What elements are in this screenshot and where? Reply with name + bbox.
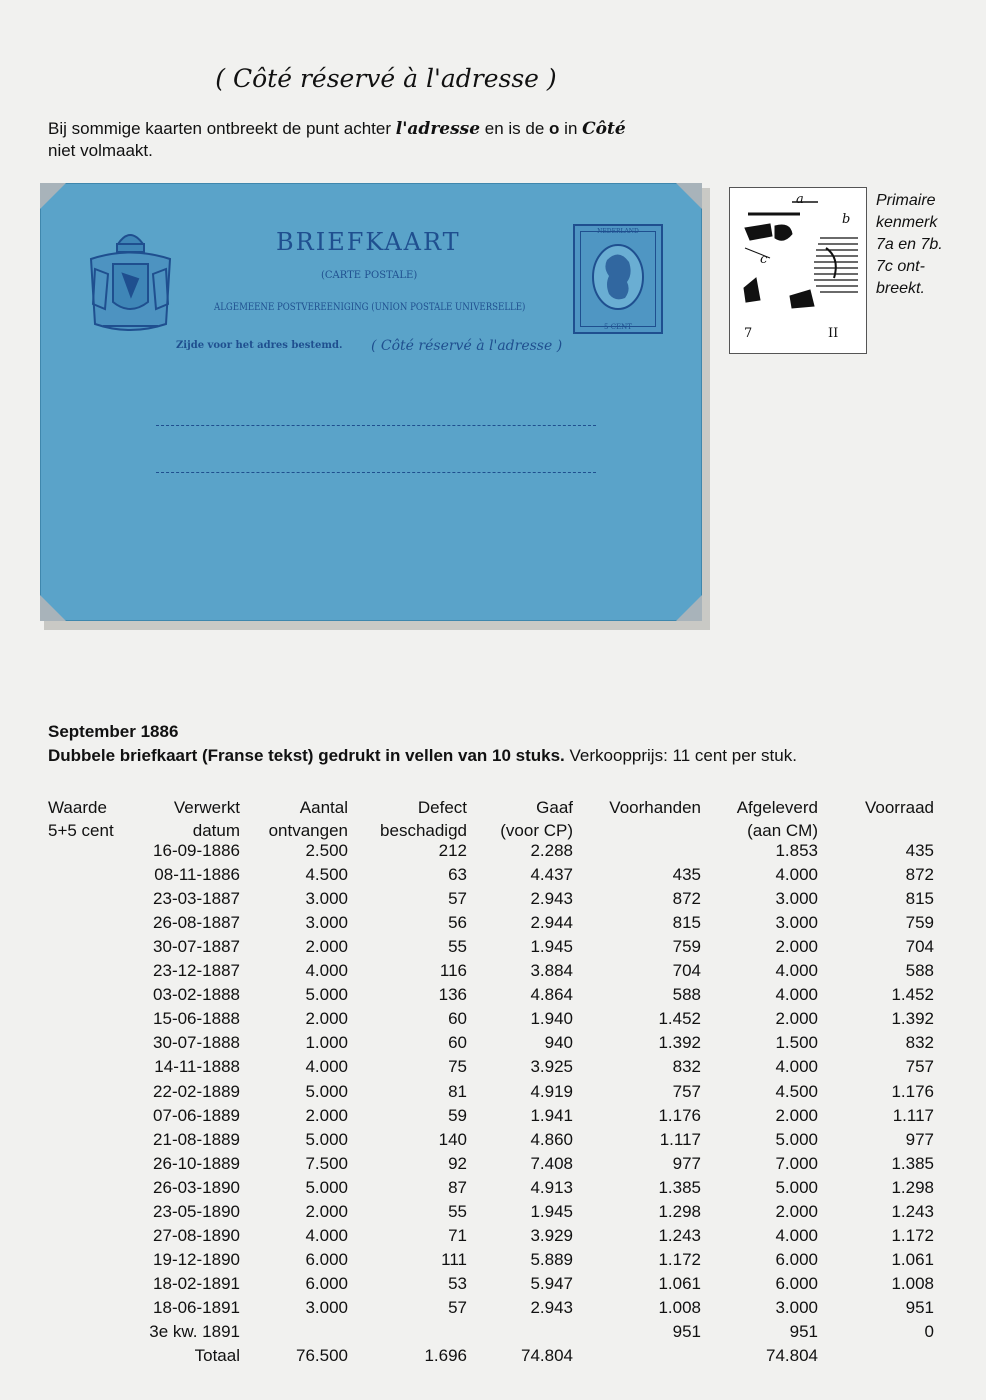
cell-gaaf: 74.804 [521, 1346, 573, 1366]
cell-voorhanden: 1.298 [658, 1201, 701, 1221]
cell-voorraad: 1.298 [891, 1177, 934, 1197]
detail-illustration [729, 187, 867, 354]
intro-note: Bij sommige kaarten ontbreekt de punt achter l'adresse en is de o in Côté niet volmaakt. [48, 119, 626, 160]
cell-defect: 136 [438, 985, 467, 1005]
cell-datum: 23-05-1890 [153, 1201, 240, 1221]
cell-gaaf: 2.944 [530, 913, 573, 933]
cell-datum: 14-11-1888 [154, 1057, 240, 1077]
cell-voorhanden: 1.243 [658, 1225, 701, 1245]
cell-gaaf: 2.943 [530, 889, 573, 909]
cell-datum: 26-10-1889 [153, 1153, 240, 1173]
cell-afgeleverd: 4.000 [775, 961, 818, 981]
cell-afgeleverd: 4.500 [775, 1081, 818, 1101]
cell-afgeleverd: 4.000 [775, 985, 818, 1005]
cell-voorraad: 1.172 [891, 1225, 934, 1245]
address-line [156, 425, 596, 426]
col-header-datum: Verwerkt datum [173, 798, 240, 840]
cell-voorraad: 815 [905, 889, 934, 909]
detail-label-a: a [796, 192, 804, 207]
cell-datum: 23-12-1887 [153, 961, 240, 981]
detail-label-c: c [760, 252, 768, 267]
card-address-label: Zijde voor het adres bestemd. [176, 340, 343, 351]
cell-datum: 18-02-1891 [153, 1273, 240, 1293]
cell-gaaf: 1.945 [530, 1201, 573, 1221]
cell-voorraad: 977 [905, 1129, 934, 1149]
cell-gaaf: 940 [544, 1033, 573, 1053]
cell-ontvangen: 5.000 [305, 985, 348, 1005]
cell-afgeleverd: 951 [789, 1322, 818, 1341]
cell-datum: 30-07-1888 [153, 1033, 240, 1053]
cell-voorraad: 704 [905, 937, 934, 957]
cell-afgeleverd: 5.000 [775, 1129, 818, 1149]
cell-datum: 08-11-1886 [154, 865, 240, 885]
cell-voorraad: 1.176 [891, 1081, 934, 1101]
cell-voorhanden: 832 [672, 1057, 701, 1077]
table-row [0, 1274, 986, 1298]
cell-ontvangen: 5.000 [305, 1177, 348, 1197]
cell-gaaf: 5.889 [530, 1249, 573, 1269]
cell-voorraad: 951 [905, 1297, 934, 1317]
postcard-image [40, 183, 702, 621]
cell-defect: 60 [448, 1033, 467, 1053]
cell-afgeleverd: 3.000 [775, 1297, 818, 1317]
page-title: ( Côté réservé à l'adresse ) [215, 64, 557, 93]
cell-ontvangen: 3.000 [305, 1297, 348, 1317]
cell-afgeleverd: 6.000 [775, 1273, 818, 1293]
cell-afgeleverd: 2.000 [775, 1105, 818, 1125]
cell-voorraad: 1.008 [891, 1273, 934, 1293]
cell-datum: 07-06-1889 [153, 1105, 240, 1125]
cell-gaaf: 2.943 [530, 1297, 573, 1317]
cell-afgeleverd: 4.000 [775, 1225, 818, 1245]
cell-voorraad: 1.452 [891, 985, 934, 1005]
cell-ontvangen: 2.000 [305, 1009, 348, 1029]
col-header-ontvangen: Aantal ontvangen [268, 798, 348, 840]
cell-defect: 55 [448, 1201, 467, 1221]
cell-gaaf: 3.884 [530, 961, 573, 981]
table-row [0, 841, 986, 865]
cell-defect: 1.696 [424, 1346, 467, 1366]
cell-datum: 22-02-1889 [153, 1081, 240, 1101]
cell-datum: 30-07-1887 [153, 937, 240, 957]
table-row [0, 1082, 986, 1106]
photo-corner [40, 183, 66, 209]
cell-voorhanden: 815 [672, 913, 701, 933]
photo-corner [676, 183, 702, 209]
cell-afgeleverd: 4.000 [775, 1057, 818, 1077]
cell-voorraad: 588 [905, 961, 934, 981]
cell-defect: 111 [441, 1249, 467, 1269]
cell-afgeleverd: 2.000 [775, 937, 818, 957]
table-row [0, 865, 986, 889]
table-row [0, 1106, 986, 1130]
table-row [0, 985, 986, 1009]
cell-ontvangen: 5.000 [305, 1081, 348, 1101]
coat-of-arms-icon [83, 224, 178, 344]
cell-datum: 21-08-1889 [153, 1129, 240, 1149]
section-date: September 1886 [48, 722, 179, 741]
table-row [0, 1346, 986, 1370]
cell-ontvangen: 3.000 [305, 889, 348, 909]
table-row [0, 1298, 986, 1322]
table-row [0, 1033, 986, 1057]
side-note: Primaire kenmerk 7a en 7b. 7c ont- breekt. [876, 192, 943, 297]
photo-corner [676, 595, 702, 621]
card-subheading: (CARTE POSTALE) [321, 270, 418, 281]
table-row [0, 1154, 986, 1178]
cell-defect: 59 [448, 1105, 467, 1125]
cell-voorhanden: 1.176 [658, 1105, 701, 1125]
cell-gaaf: 4.864 [530, 985, 573, 1005]
cell-defect: 92 [448, 1153, 467, 1173]
cell-ontvangen: 6.000 [305, 1273, 348, 1293]
card-address-label-fr: ( Côté réservé à l'adresse ) [371, 338, 563, 354]
cell-voorhanden: 977 [672, 1153, 701, 1173]
cell-ontvangen: 2.500 [305, 841, 348, 860]
cell-defect: 53 [448, 1273, 467, 1293]
cell-voorhanden: 1.061 [658, 1273, 701, 1293]
cell-gaaf: 3.925 [530, 1057, 573, 1077]
cell-voorraad: 1.385 [891, 1153, 934, 1173]
cell-defect: 63 [448, 865, 467, 885]
cell-voorraad: 832 [905, 1033, 934, 1053]
card-heading: BRIEFKAART [276, 228, 461, 256]
card-union-text: ALGEMEENE POSTVEREENIGING (UNION POSTALE UNIVERSELLE) [214, 302, 526, 313]
cell-datum: 3e kw. 1891 [149, 1322, 240, 1341]
cell-voorraad: 1.243 [891, 1201, 934, 1221]
cell-datum: 27-08-1890 [153, 1225, 240, 1245]
cell-gaaf: 4.437 [530, 865, 573, 885]
cell-datum: 19-12-1890 [153, 1249, 240, 1269]
detail-label-II: II [828, 326, 839, 341]
cell-gaaf: 2.288 [530, 841, 573, 860]
col-header-defect: Defect beschadigd [380, 798, 467, 840]
cell-datum: 03-02-1888 [153, 985, 240, 1005]
cell-ontvangen: 4.500 [305, 865, 348, 885]
cell-gaaf: 1.945 [530, 937, 573, 957]
cell-defect: 87 [448, 1177, 467, 1197]
cell-voorhanden: 1.172 [658, 1249, 701, 1269]
table-row [0, 1250, 986, 1274]
cell-afgeleverd: 3.000 [775, 913, 818, 933]
cell-ontvangen: 2.000 [305, 1105, 348, 1125]
cell-gaaf: 5.947 [530, 1273, 573, 1293]
table-row [0, 1322, 986, 1346]
cell-voorraad: 759 [905, 913, 934, 933]
cell-ontvangen: 4.000 [305, 1225, 348, 1245]
cell-gaaf: 4.913 [530, 1177, 573, 1197]
cell-defect: 140 [438, 1129, 467, 1149]
cell-gaaf: 1.940 [530, 1009, 573, 1029]
cell-defect: 57 [448, 889, 467, 909]
table-row [0, 889, 986, 913]
cell-afgeleverd: 74.804 [766, 1346, 818, 1366]
cell-afgeleverd: 2.000 [775, 1201, 818, 1221]
cell-voorhanden: 588 [672, 985, 701, 1005]
section-description: Dubbele briefkaart (Franse tekst) gedrukt in vellen van 10 stuks. Verkoopprijs: 11 cent per stuk. [48, 746, 797, 765]
cell-voorhanden: 1.385 [658, 1177, 701, 1197]
col-header-gaaf: Gaaf (voor CP) [500, 798, 573, 840]
cell-voorhanden: 759 [672, 937, 701, 957]
cell-afgeleverd: 6.000 [775, 1249, 818, 1269]
table-row [0, 961, 986, 985]
cell-ontvangen: 7.500 [305, 1153, 348, 1173]
table-row [0, 1226, 986, 1250]
cell-afgeleverd: 7.000 [775, 1153, 818, 1173]
cell-ontvangen: 4.000 [305, 961, 348, 981]
col-header-waarde: Waarde 5+5 cent [48, 798, 114, 840]
cell-gaaf: 7.408 [530, 1153, 573, 1173]
photo-corner [40, 595, 66, 621]
table-row [0, 1009, 986, 1033]
col-header-voorhanden: Voorhanden [609, 798, 701, 817]
cell-gaaf: 4.919 [530, 1081, 573, 1101]
cell-voorraad: 757 [905, 1057, 934, 1077]
table-row [0, 1130, 986, 1154]
cell-afgeleverd: 5.000 [775, 1177, 818, 1197]
table-row [0, 913, 986, 937]
cell-voorhanden: 704 [672, 961, 701, 981]
cell-datum: 16-09-1886 [153, 841, 240, 860]
cell-voorhanden: 1.117 [659, 1129, 701, 1149]
col-header-afgeleverd: Afgeleverd (aan CM) [736, 798, 818, 840]
cell-voorraad: 1.392 [891, 1009, 934, 1029]
cell-afgeleverd: 2.000 [775, 1009, 818, 1029]
cell-gaaf: 1.941 [530, 1105, 573, 1125]
cell-defect: 71 [448, 1225, 467, 1245]
cell-afgeleverd: 1.500 [775, 1033, 818, 1053]
col-header-voorraad: Voorraad [865, 798, 934, 817]
cell-voorraad: 0 [924, 1322, 934, 1341]
cell-voorhanden: 1.008 [658, 1297, 701, 1317]
cell-defect: 116 [439, 961, 467, 981]
table-row [0, 1202, 986, 1226]
cell-ontvangen: 2.000 [305, 937, 348, 957]
cell-afgeleverd: 3.000 [775, 889, 818, 909]
table-row [0, 1057, 986, 1081]
postage-stamp: NEDERLAND 5 CENT [573, 224, 663, 334]
cell-ontvangen: 2.000 [305, 1201, 348, 1221]
cell-gaaf: 3.929 [530, 1225, 573, 1245]
cell-defect: 55 [448, 937, 467, 957]
cell-voorraad: 435 [905, 841, 934, 860]
cell-ontvangen: 5.000 [305, 1129, 348, 1149]
cell-afgeleverd: 4.000 [775, 865, 818, 885]
cell-ontvangen: 1.000 [305, 1033, 348, 1053]
cell-ontvangen: 3.000 [305, 913, 348, 933]
cell-voorhanden: 951 [672, 1322, 701, 1341]
cell-ontvangen: 4.000 [305, 1057, 348, 1077]
cell-defect: 81 [448, 1081, 467, 1101]
address-line [156, 472, 596, 473]
cell-defect: 56 [448, 913, 467, 933]
cell-voorraad: 872 [905, 865, 934, 885]
cell-ontvangen: 76.500 [296, 1346, 348, 1366]
cell-voorraad: 1.117 [892, 1105, 934, 1125]
king-portrait-icon [589, 240, 647, 314]
table-row [0, 1178, 986, 1202]
table-row [0, 937, 986, 961]
cell-defect: 212 [438, 841, 467, 860]
cell-defect: 75 [448, 1057, 467, 1077]
cell-voorhanden: 872 [672, 889, 701, 909]
cell-voorhanden: 757 [672, 1081, 701, 1101]
cell-voorhanden: 435 [672, 865, 701, 885]
cell-datum: Totaal [194, 1346, 240, 1366]
cell-datum: 26-03-1890 [153, 1177, 240, 1197]
cell-voorraad: 1.061 [891, 1249, 934, 1269]
cell-datum: 26-08-1887 [153, 913, 240, 933]
cell-defect: 57 [448, 1297, 467, 1317]
cell-gaaf: 4.860 [530, 1129, 573, 1149]
cell-datum: 15-06-1888 [153, 1009, 240, 1029]
detail-label-7: 7 [744, 326, 753, 341]
detail-label-b: b [842, 212, 851, 227]
cell-afgeleverd: 1.853 [775, 841, 818, 860]
cell-datum: 23-03-1887 [153, 889, 240, 909]
cell-voorhanden: 1.392 [658, 1033, 701, 1053]
cell-datum: 18-06-1891 [153, 1297, 240, 1317]
cell-defect: 60 [448, 1009, 467, 1029]
cell-ontvangen: 6.000 [305, 1249, 348, 1269]
cell-voorhanden: 1.452 [658, 1009, 701, 1029]
